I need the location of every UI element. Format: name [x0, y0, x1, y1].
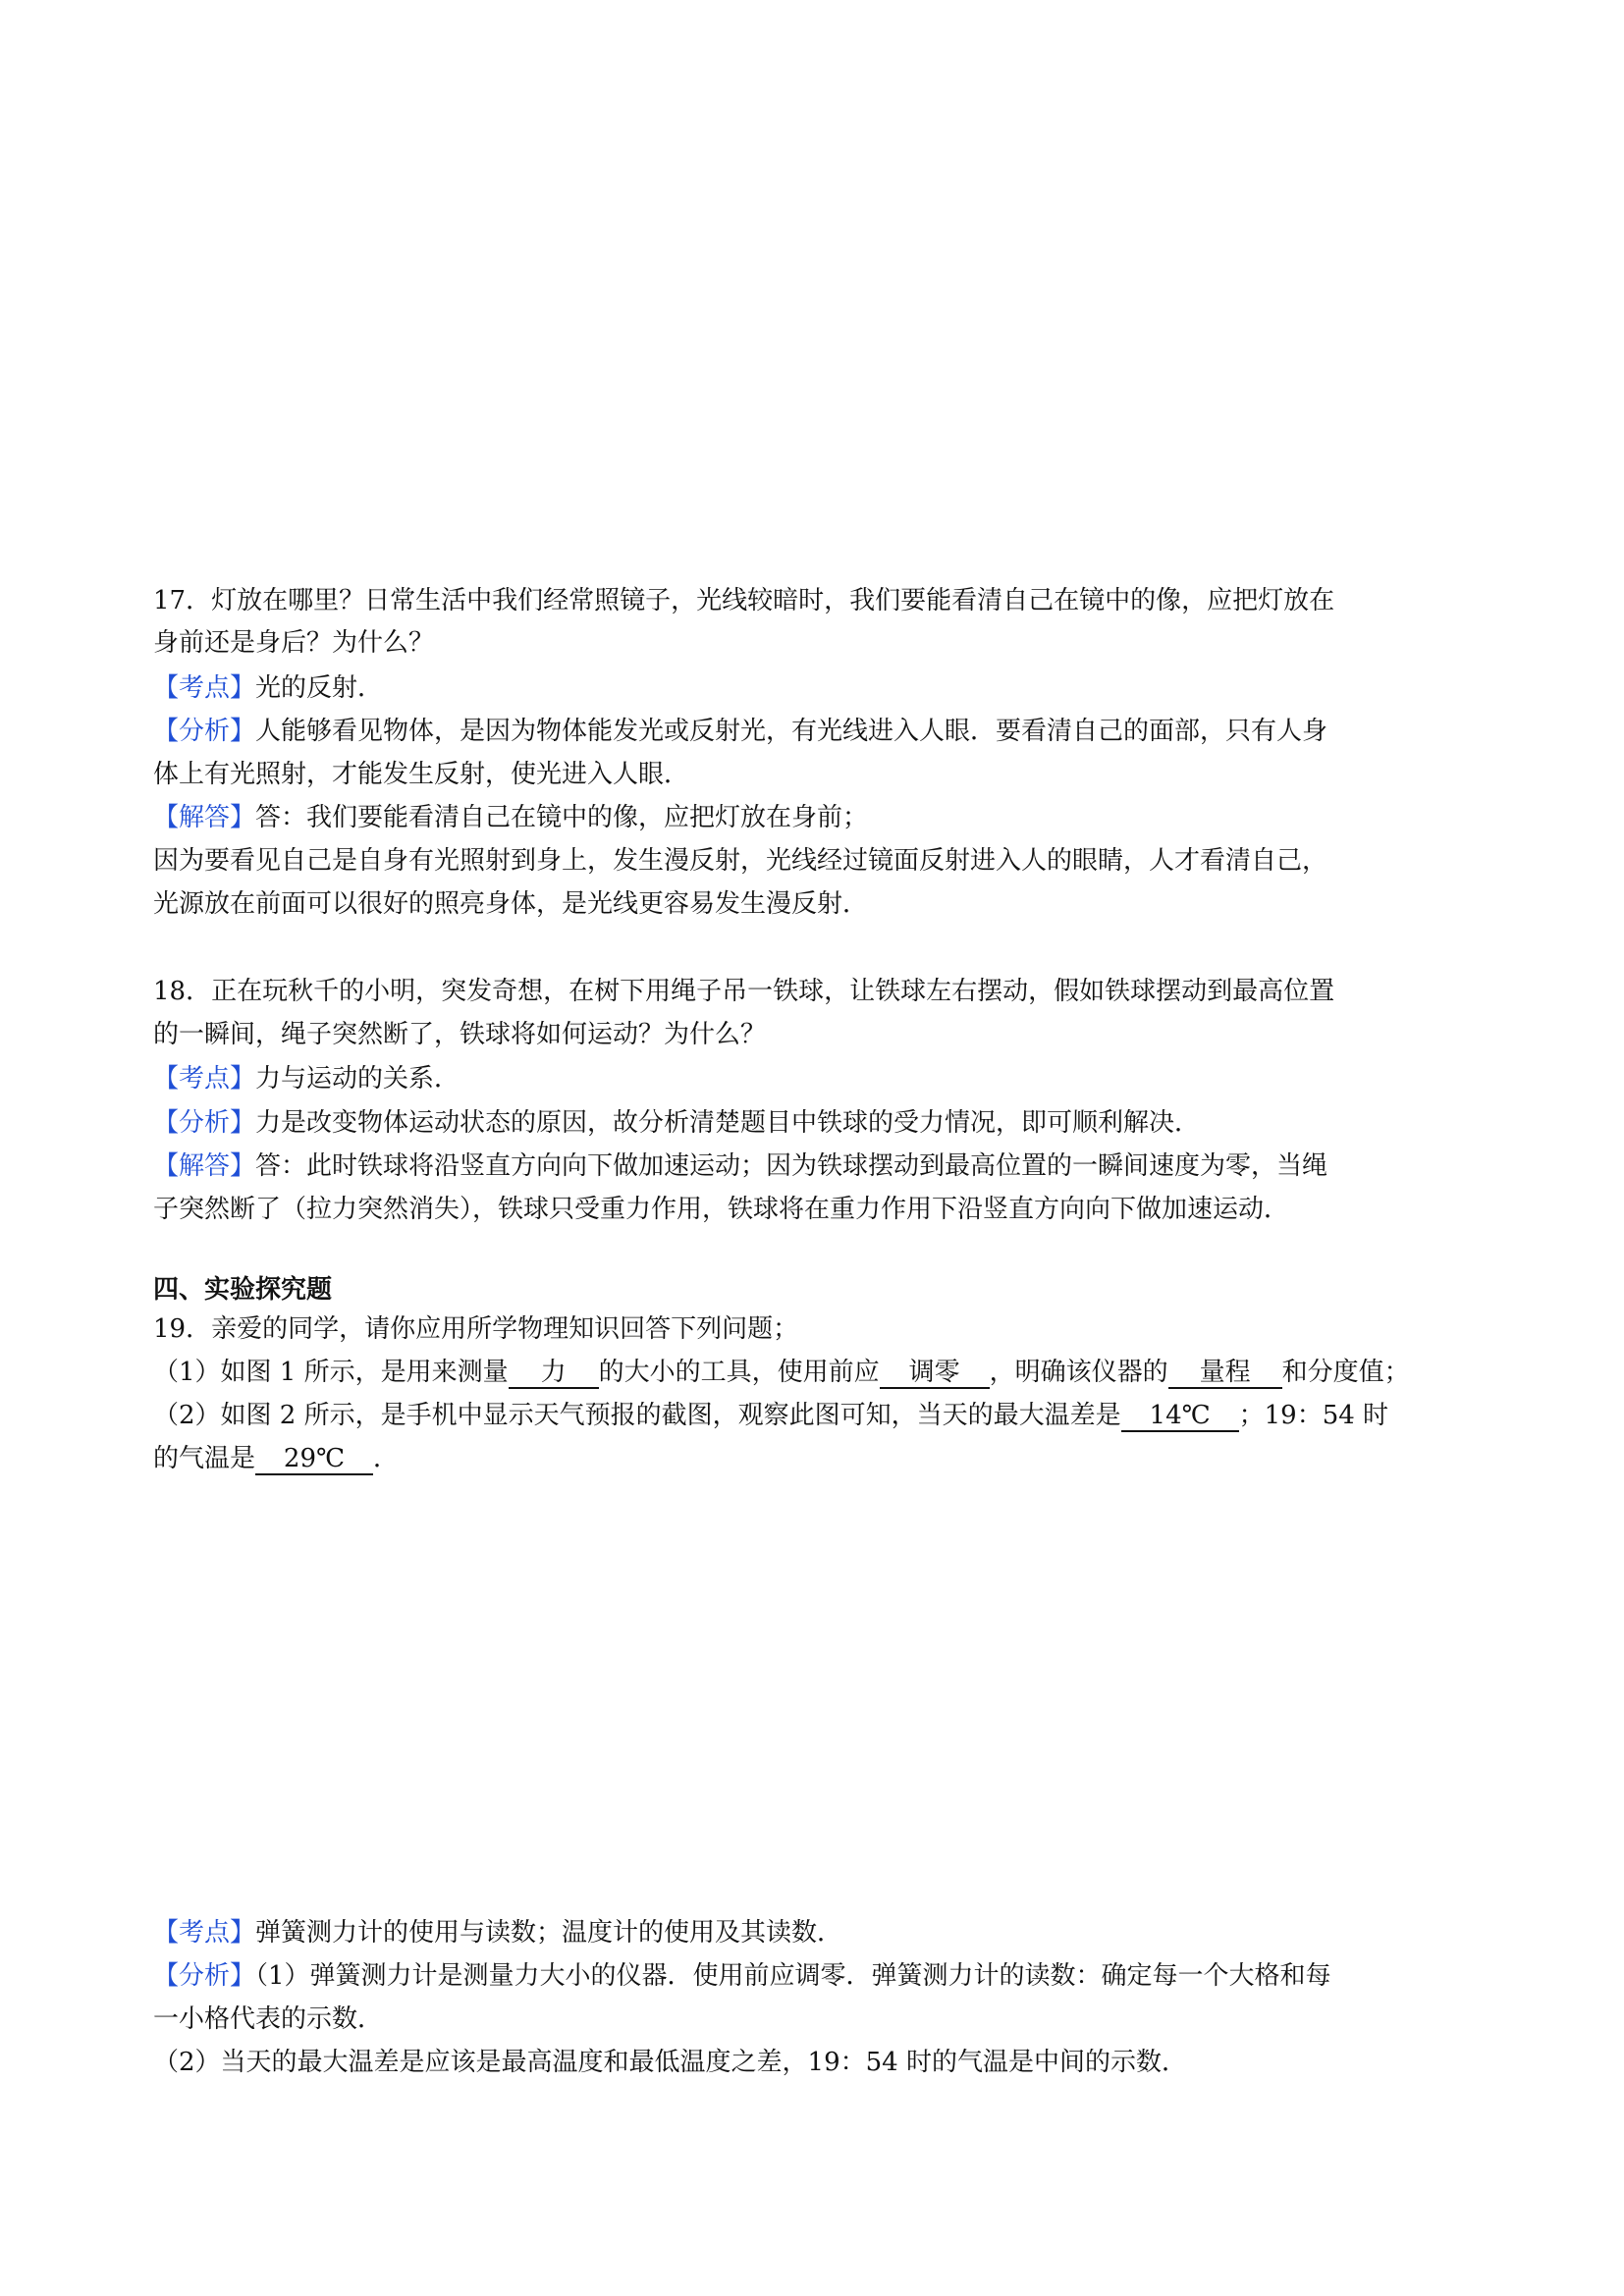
- q17-jieda-line1: [153, 801, 868, 834]
- q19-fenxi-line2: 一小格代表的示数．: [153, 2004, 384, 2034]
- q19-stem-line1: 19．亲爱的同学，请你应用所学物理知识回答下列问题；: [153, 1314, 799, 1344]
- q19-part1-text-d: 和分度值；: [1281, 1358, 1410, 1387]
- q19-part2: [153, 1399, 1388, 1432]
- fenxi-text: 人能够看见物体，是因为物体能发光或反射光，有光线进入人眼．要看清自己的面部，只有人身: [255, 717, 1328, 746]
- q18-jieda-line2: 子突然断了（拉力突然消失），铁球只受重力作用，铁球将在重力作用下沿竖直方向向下做加速运动．: [153, 1195, 1290, 1224]
- q18-stem-line1: 18．正在玩秋千的小明，突发奇想，在树下用绳子吊一铁球，让铁球左右摆动，假如铁球摆动到最高位置: [153, 977, 1335, 1006]
- answer-blank-2: 调零: [880, 1358, 990, 1389]
- jieda-text: 答：我们要能看清自己在镜中的像，应把灯放在身前；: [255, 803, 869, 832]
- q17-stem-line1: 17．灯放在哪里？日常生活中我们经常照镜子，光线较暗时，我们要能看清自己在镜中的像，应把灯放在: [153, 586, 1335, 615]
- q17-jieda-line3: 光源放在前面可以很好的照亮身体，是光线更容易发生漫反射．: [153, 889, 869, 919]
- q18-jieda-line1: [153, 1149, 1327, 1183]
- answer-blank-4: 14℃: [1121, 1401, 1239, 1432]
- jieda-label: 【解答】: [153, 1151, 256, 1181]
- q17-kaodian: [153, 671, 383, 705]
- q19-kaodian: [153, 1916, 842, 1949]
- q19-part1: [153, 1356, 1410, 1389]
- answer-blank-5: 29℃: [255, 1444, 373, 1475]
- answer-blank-3: 量程: [1168, 1358, 1282, 1389]
- jieda-label: 【解答】: [153, 803, 256, 832]
- q17-fenxi-line1: [153, 715, 1327, 748]
- q19-part1-text-b: 的大小的工具，使用前应: [598, 1358, 880, 1387]
- q19-part1-text-a: （1）如图 1 所示，是用来测量: [153, 1358, 509, 1387]
- kaodian-text: 力与运动的关系．: [255, 1064, 460, 1094]
- fenxi-label: 【分析】: [153, 1108, 256, 1138]
- q19-part2-text-a: （2）如图 2 所示，是手机中显示天气预报的截图，观察此图可知，当天的最大温差是: [153, 1401, 1121, 1430]
- q19-part3-text-a: 的气温是: [153, 1444, 256, 1473]
- fenxi-text: （1）弹簧测力计是测量力大小的仪器．使用前应调零．弹簧测力计的读数：确定每一个大格和每: [255, 1961, 1331, 1991]
- q18-fenxi: [153, 1106, 1200, 1140]
- q19-part2-text-b: ；19：54 时: [1238, 1401, 1389, 1430]
- q17-fenxi-line2: 体上有光照射，才能发生反射，使光进入人眼．: [153, 760, 690, 789]
- q17-jieda-line2: 因为要看见自己是自身有光照射到身上，发生漫反射，光线经过镜面反射进入人的眼睛，人才看清自己，: [153, 846, 1328, 876]
- q18-kaodian: [153, 1062, 460, 1095]
- q19-part3-text-b: ．: [373, 1444, 400, 1473]
- q18-stem-line2: 的一瞬间，绳子突然断了，铁球将如何运动？为什么？: [153, 1020, 767, 1049]
- jieda-text: 答：此时铁球将沿竖直方向向下做加速运动；因为铁球摆动到最高位置的一瞬间速度为零，当绳: [255, 1151, 1328, 1181]
- kaodian-text: 光的反射．: [255, 673, 384, 703]
- kaodian-label: 【考点】: [153, 1064, 256, 1094]
- fenxi-text: 力是改变物体运动状态的原因，故分析清楚题目中铁球的受力情况，即可顺利解决．: [255, 1108, 1201, 1138]
- q17-stem-line2: 身前还是身后？为什么？: [153, 628, 435, 658]
- kaodian-text: 弹簧测力计的使用与读数；温度计的使用及其读数．: [255, 1918, 843, 1948]
- kaodian-label: 【考点】: [153, 673, 256, 703]
- q19-part1-text-c: ，明确该仪器的: [989, 1358, 1168, 1387]
- answer-blank-1: 力: [509, 1358, 599, 1389]
- section-heading: 四、实验探究题: [153, 1275, 333, 1305]
- fenxi-label: 【分析】: [153, 1961, 256, 1991]
- kaodian-label: 【考点】: [153, 1918, 256, 1948]
- fenxi-label: 【分析】: [153, 717, 256, 746]
- q19-fenxi-line1: [153, 1959, 1331, 1993]
- q19-part3: [153, 1442, 399, 1475]
- q19-fenxi-line3: （2）当天的最大温差是应该是最高温度和最低温度之差，19：54 时的气温是中间的示数．: [153, 2048, 1187, 2077]
